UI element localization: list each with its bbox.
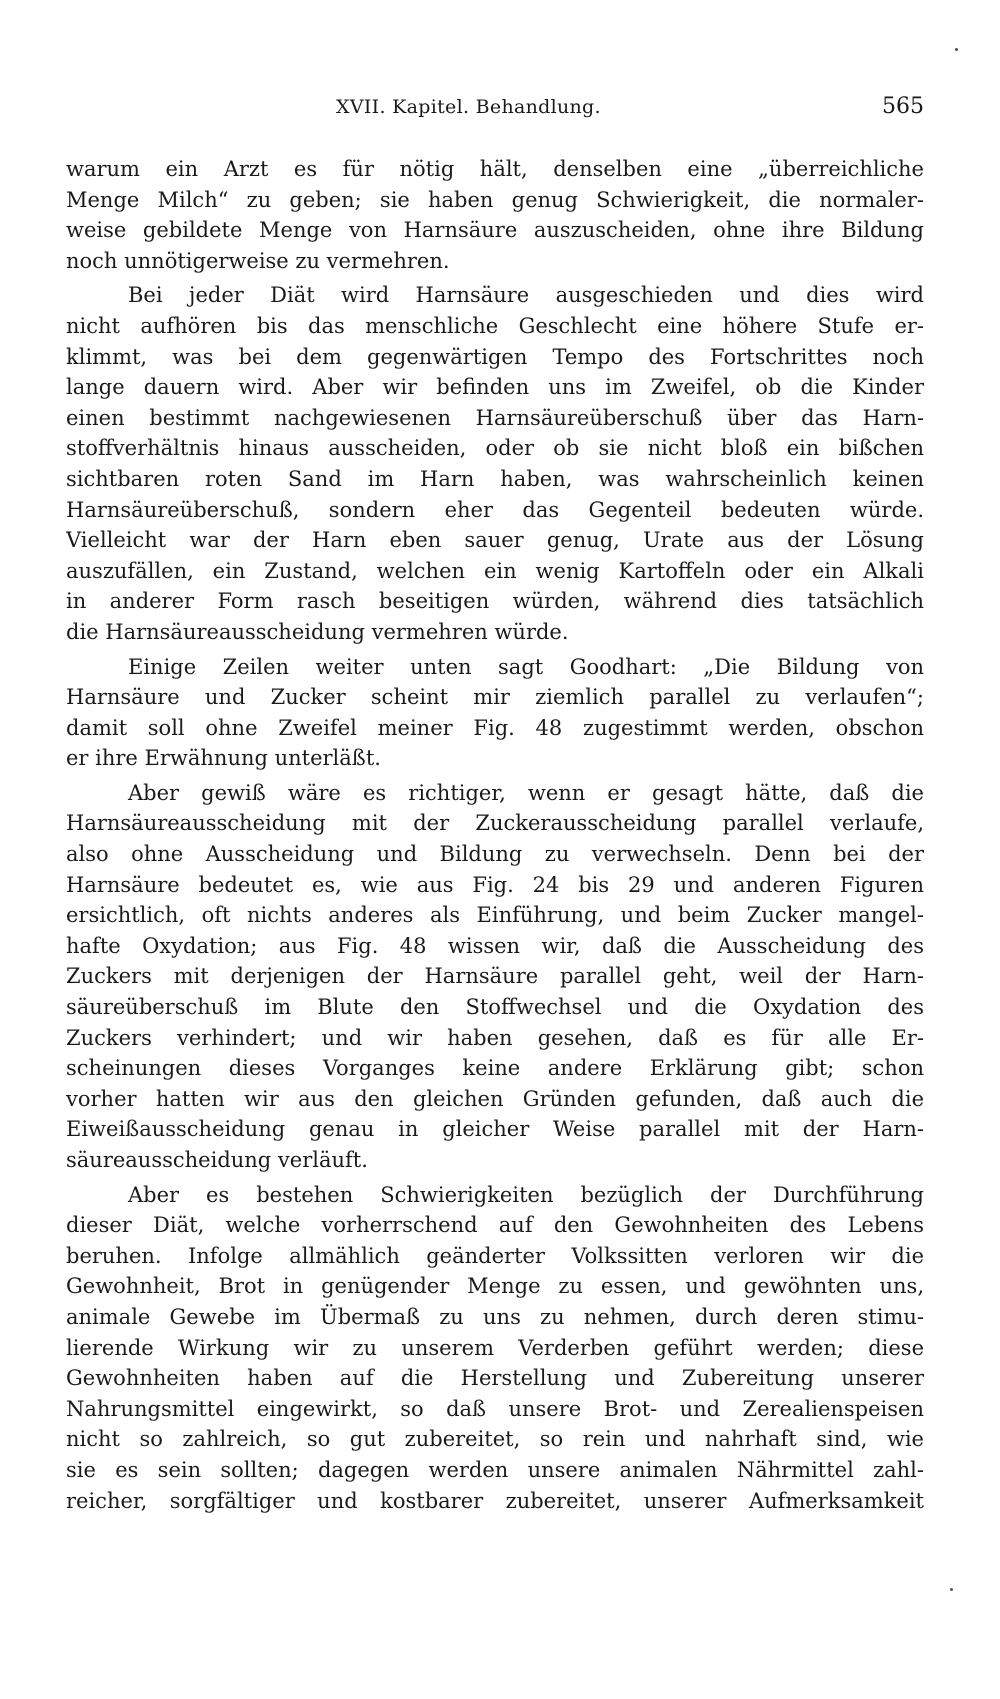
text-line: lierende Wirkung wir zu unserem Verderben geführt werden; diese	[66, 1335, 924, 1360]
scan-speck	[955, 48, 958, 51]
text-line: klimmt, was bei dem gegenwärtigen Tempo des Fortschrittes noch	[66, 344, 924, 369]
text-line: Menge Milch“ zu geben; sie haben genug Schwierigkeit, die normaler-	[66, 187, 924, 212]
paragraph	[66, 154, 924, 276]
text-line: in anderer Form rasch beseitigen würden, während dies tatsächlich	[66, 589, 924, 614]
scan-speck	[950, 1588, 953, 1591]
text-line: Nahrungsmittel eingewirkt, so daß unsere Brot- und Zerealienspeisen	[66, 1396, 924, 1421]
text-line: die Harnsäureausscheidung vermehren würde.	[66, 619, 569, 644]
text-line: Harnsäure bedeutet es, wie aus Fig. 24 bis 29 und anderen Figuren	[66, 872, 924, 897]
text-line: stoffverhältnis hinaus ausscheiden, oder ob sie nicht bloß ein bißchen	[66, 436, 924, 461]
text-line: reicher, sorgfältiger und kostbarer zubereitet, unserer Aufmerksamkeit	[66, 1488, 924, 1513]
text-line: Harnsäure und Zucker scheint mir ziemlich parallel zu verlaufen“;	[66, 685, 924, 710]
body-text	[66, 154, 924, 1516]
running-title: XVII. Kapitel. Behandlung.	[336, 96, 601, 118]
page-number: 565	[882, 94, 924, 119]
text-line: Aber gewiß wäre es richtiger, wenn er gesagt hätte, daß die	[128, 780, 924, 805]
text-line: auszufällen, ein Zustand, welchen ein wenig Kartoffeln oder ein Alkali	[66, 558, 924, 583]
text-line: Einige Zeilen weiter unten sagt Goodhart: „Die Bildung von	[128, 654, 924, 679]
text-line: beruhen. Infolge allmählich geänderter Volkssitten verloren wir die	[66, 1243, 924, 1268]
text-line: Zuckers mit derjenigen der Harnsäure parallel geht, weil der Harn-	[66, 964, 924, 989]
text-line: einen bestimmt nachgewiesenen Harnsäureüberschuß über das Harn-	[66, 405, 924, 430]
paragraph	[66, 778, 924, 1176]
paragraph	[66, 652, 924, 774]
text-line: säureausscheidung verläuft.	[66, 1148, 368, 1172]
text-line: vorher hatten wir aus den gleichen Gründen gefunden, daß auch die	[66, 1086, 924, 1111]
text-line: damit soll ohne Zweifel meiner Fig. 48 zugestimmt werden, obschon	[66, 715, 924, 740]
text-line: nicht aufhören bis das menschliche Geschlecht eine höhere Stufe er-	[66, 313, 924, 338]
text-line: Vielleicht war der Harn eben sauer genug, Urate aus der Lösung	[66, 528, 924, 553]
paragraph	[66, 280, 924, 647]
text-line: noch unnötigerweise zu vermehren.	[66, 248, 450, 273]
text-line: er ihre Erwähnung unterläßt.	[66, 746, 381, 771]
text-line: Eiweißausscheidung genau in gleicher Weise parallel mit der Harn-	[66, 1117, 924, 1142]
page-header	[66, 96, 924, 126]
text-line: sichtbaren roten Sand im Harn haben, was wahrscheinlich keinen	[66, 466, 924, 491]
text-line: animale Gewebe im Übermaß zu uns zu nehmen, durch deren stimu-	[66, 1304, 924, 1329]
text-line: hafte Oxydation; aus Fig. 48 wissen wir, daß die Ausscheidung des	[66, 933, 924, 958]
text-line: warum ein Arzt es für nötig hält, denselben eine „überreichliche	[66, 157, 924, 181]
text-line: weise gebildete Menge von Harnsäure auszuscheiden, ohne ihre Bildung	[66, 218, 924, 243]
text-line: sie es sein sollten; dagegen werden unsere animalen Nährmittel zahl-	[66, 1457, 924, 1482]
text-line: Aber es bestehen Schwierigkeiten bezüglich der Durchführung	[128, 1182, 924, 1207]
text-line: Harnsäureausscheidung mit der Zuckerausscheidung parallel verlaufe,	[66, 811, 924, 836]
paragraph	[66, 1180, 924, 1517]
text-line: säureüberschuß im Blute den Stoffwechsel und die Oxydation des	[66, 995, 924, 1020]
text-line: Gewohnheiten haben auf die Herstellung und Zubereitung unserer	[66, 1366, 924, 1391]
text-line: also ohne Ausscheidung und Bildung zu verwechseln. Denn bei der	[66, 842, 924, 867]
text-line: Zuckers verhindert; und wir haben gesehen, daß es für alle Er-	[66, 1025, 924, 1050]
text-line: nicht so zahlreich, so gut zubereitet, so rein und nahrhaft sind, wie	[66, 1427, 924, 1452]
text-line: scheinungen dieses Vorganges keine andere Erklärung gibt; schon	[66, 1056, 924, 1081]
text-line: lange dauern wird. Aber wir befinden uns im Zweifel, ob die Kinder	[66, 375, 924, 400]
text-line: Bei jeder Diät wird Harnsäure ausgeschieden und dies wird	[128, 283, 924, 308]
text-line: Gewohnheit, Brot in genügender Menge zu essen, und gewöhnten uns,	[66, 1274, 924, 1299]
text-line: dieser Diät, welche vorherrschend auf den Gewohnheiten des Lebens	[66, 1213, 924, 1238]
text-line: ersichtlich, oft nichts anderes als Einführung, und beim Zucker mangel-	[66, 903, 924, 928]
text-line: Harnsäureüberschuß, sondern eher das Gegenteil bedeuten würde.	[66, 497, 924, 522]
